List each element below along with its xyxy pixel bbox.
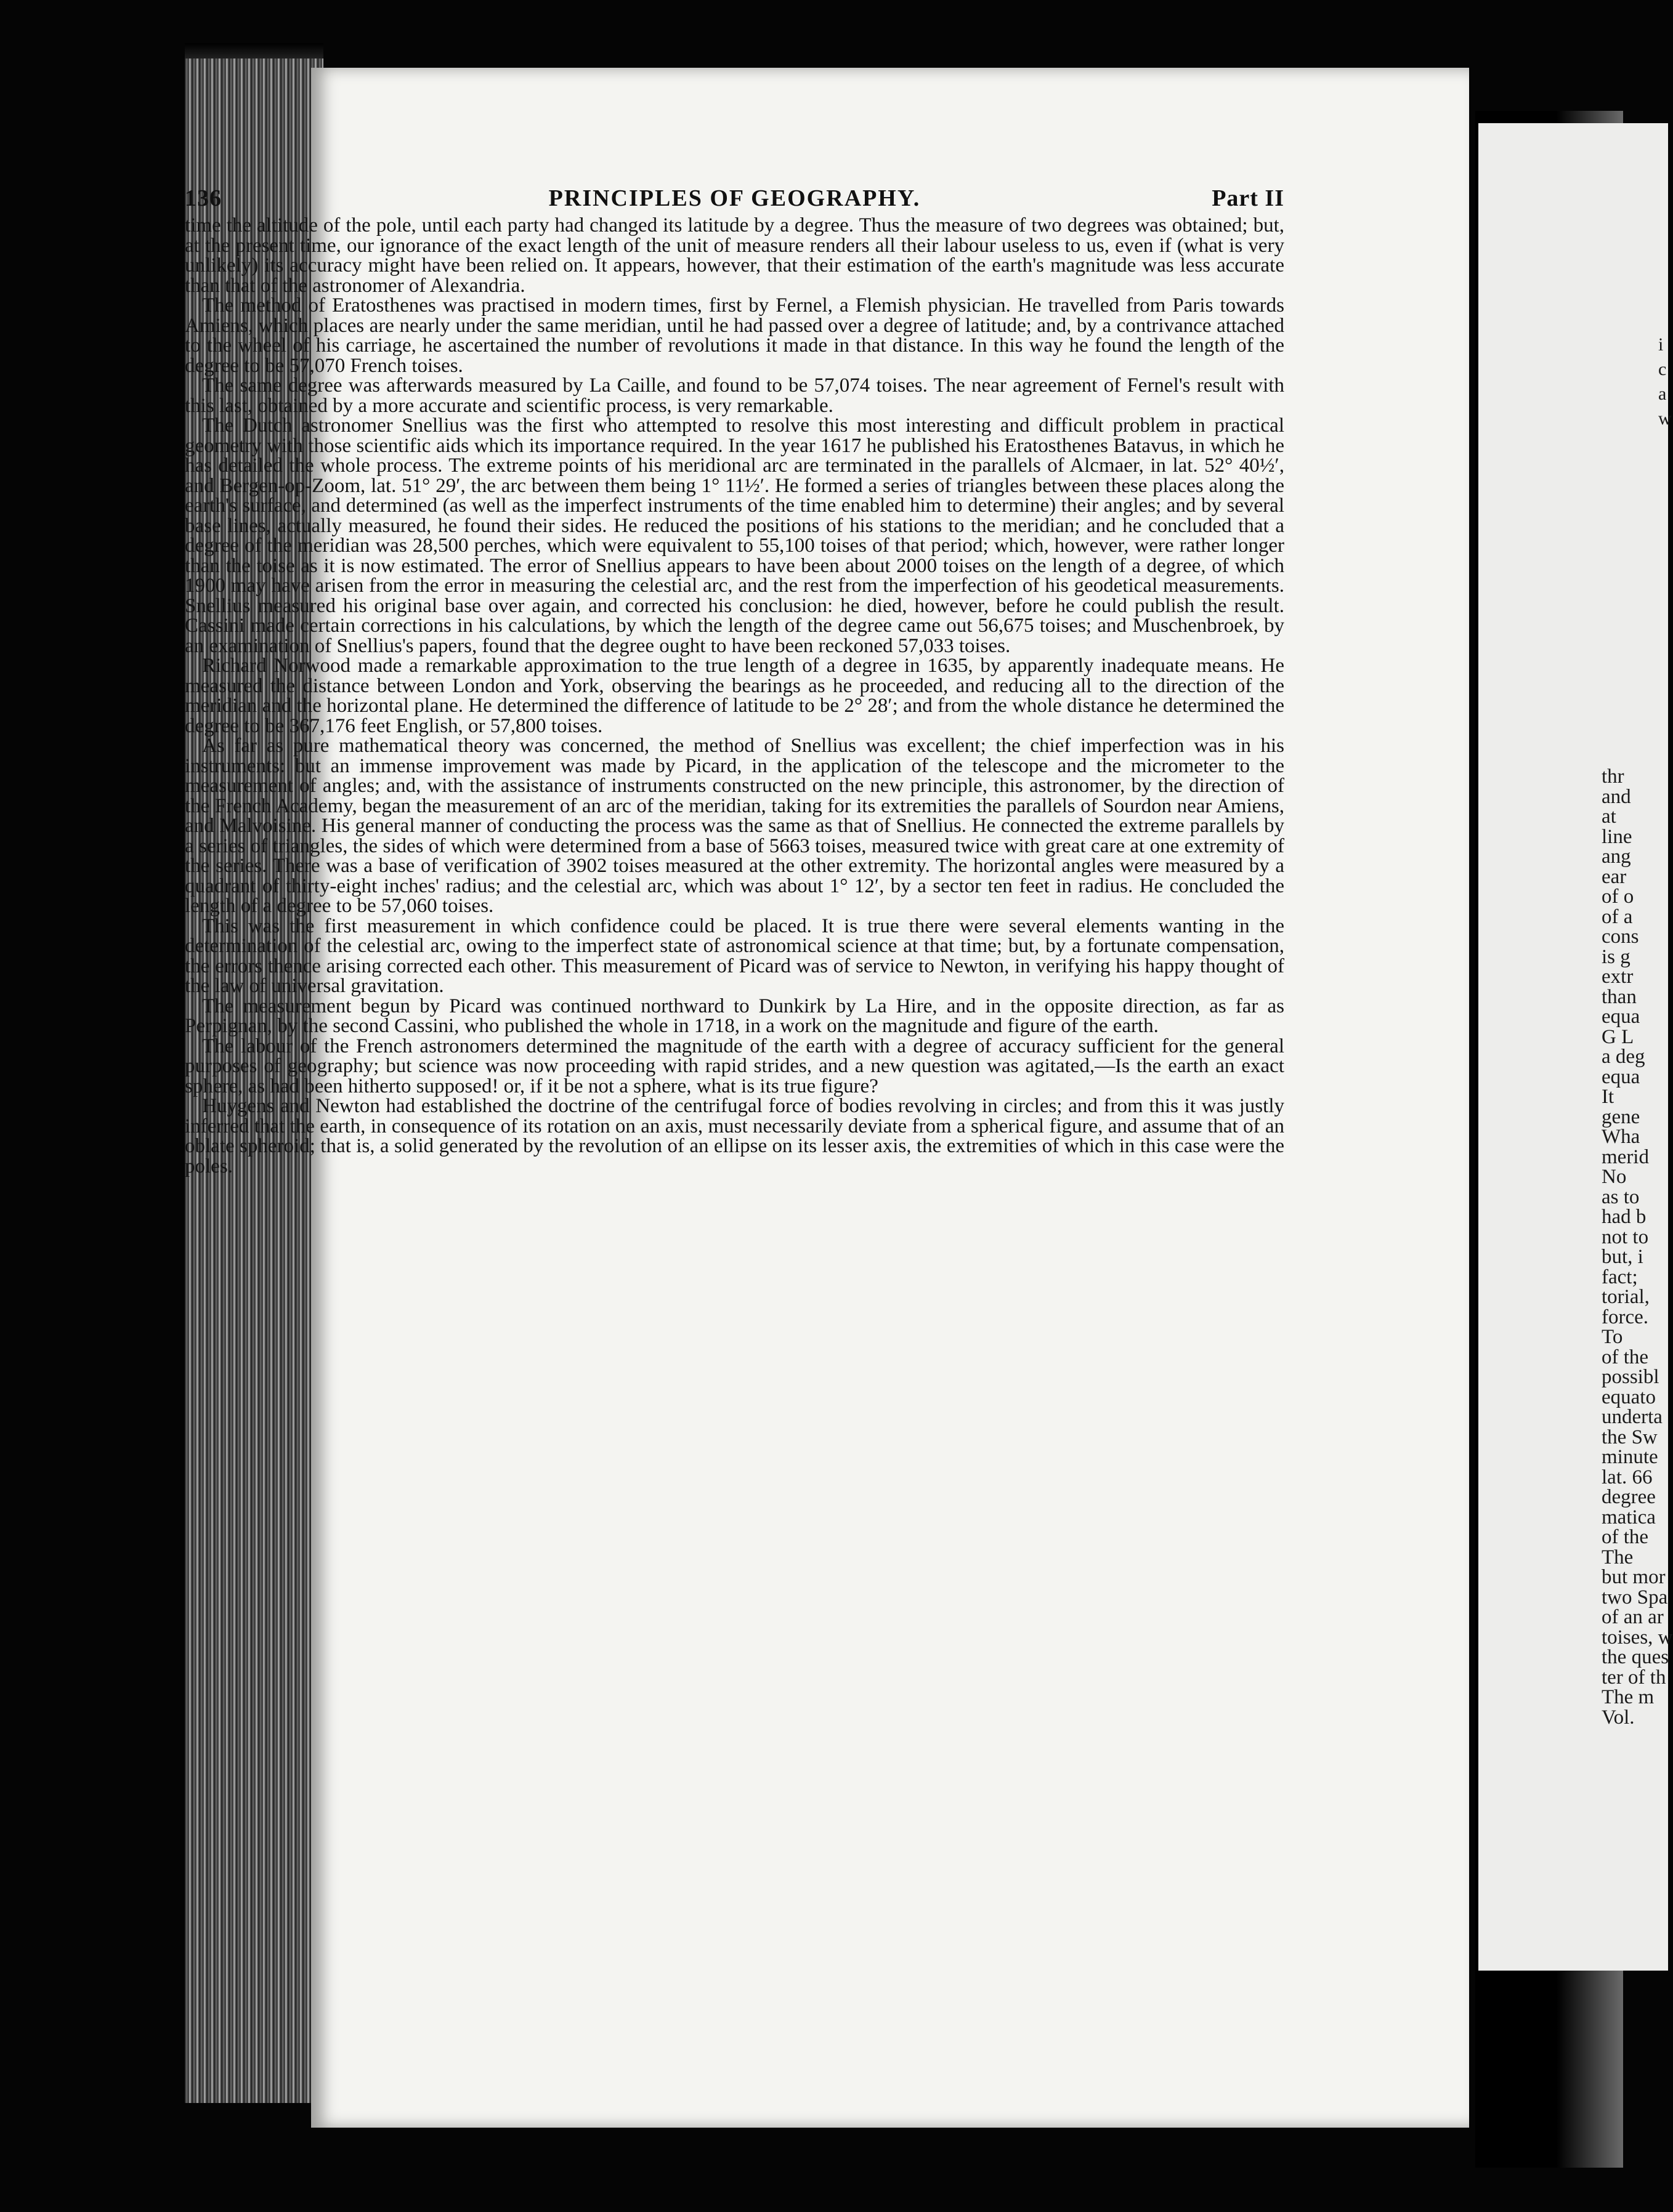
fragment-line: cons (1602, 926, 1639, 948)
paragraph: time the altitude of the pole, until each party had changed its latitude by a degree. Thus the measure of two degrees was obtained; but, at the present time, our ignorance of the exact length of the unit of measure renders all their labour useless to us, even if (what is very unlikely) its accuracy might have been relied on. It appears, however, that their estimation of the earth's magnitude was less accurate than that of the astronomer of Alexandria. (185, 214, 1284, 297)
fragment-line: minute (1602, 1446, 1658, 1468)
fragment-line: of the (1602, 1526, 1649, 1548)
fragment-line: G L (1602, 1025, 1634, 1048)
fragment-line: but, i (1602, 1246, 1643, 1268)
fragment-line: force. (1602, 1306, 1649, 1328)
fragment-line: had b (1602, 1206, 1647, 1228)
fragment-line: of a (1602, 905, 1633, 928)
fragment-line: The m (1602, 1686, 1655, 1708)
fragment-line: a deg (1602, 1046, 1645, 1068)
fragment-line: of an ar (1602, 1606, 1664, 1628)
fragment-line: torial, (1602, 1286, 1650, 1308)
fragment-line: w (1658, 408, 1672, 429)
paragraph: This was the first measurement in which confidence could be placed. It is true there were several elements wanting in the determination of the celestial arc, owing to the imperfect state of astronomical science at that time; but, by a fortunate compensation, the errors thence arising corrected each other. This measurement of Picard was of service to Newton, in verifying his happy thought of the law of universal gravitation. (185, 914, 1284, 997)
fragment-line: equato (1602, 1386, 1656, 1408)
paragraph: The same degree was afterwards measured by La Caille, and found to be 57,074 toises. The near agreement of Fernel's result with this last, obtained by a more accurate and scientific process, is very remarkable. (185, 374, 1284, 417)
fragment-line: toises, w (1602, 1626, 1673, 1649)
fragment-line: To (1602, 1326, 1623, 1348)
facing-page-top-fragments (1658, 333, 1672, 431)
fragment-line: thr (1602, 765, 1624, 788)
fragment-line: at (1602, 805, 1616, 828)
facing-page-fragments (1602, 765, 1673, 1729)
fragment-line: equa (1602, 1065, 1640, 1088)
fragment-line: The (1602, 1546, 1634, 1568)
fragment-line: No (1602, 1166, 1627, 1188)
fragment-line: matica (1602, 1506, 1656, 1528)
running-title: PRINCIPLES OF GEOGRAPHY. (548, 185, 921, 211)
fragment-line: Wha (1602, 1126, 1640, 1148)
fragment-line: i (1658, 334, 1664, 355)
fragment-line: c (1658, 359, 1667, 379)
page-body (185, 216, 1284, 1878)
fragment-line: is g (1602, 945, 1630, 968)
fragment-line: underta (1602, 1406, 1663, 1428)
page-number: 136 (185, 185, 222, 211)
fragment-line: the Sw (1602, 1426, 1658, 1448)
paragraph: Huygens and Newton had established the doctrine of the centrifugal force of bodies revolving in circles; and from this it was justly inferred that the earth, in consequence of its rotation on an axis, must necessarily deviate from a spherical figure, and assume that of an oblate spheroid; that is, a solid generated by the revolution of an ellipse on its lesser axis, the extremities of which in this case were the poles. (185, 1095, 1284, 1177)
fragment-line: as to (1602, 1185, 1640, 1208)
fragment-line: of o (1602, 886, 1634, 908)
fragment-line: degree (1602, 1486, 1656, 1508)
fragment-line: It (1602, 1086, 1614, 1108)
fragment-line: two Spa (1602, 1586, 1668, 1609)
paragraph: The measurement begun by Picard was continued northward to Dunkirk by La Hire, and in the opposite direction, as far as Perpignan, by the second Cassini, who published the whole in 1718, in a work on the magnitude and figure of the earth. (185, 995, 1284, 1037)
fragment-line: Vol. (1602, 1706, 1635, 1729)
fragment-line: lat. 66 (1602, 1466, 1653, 1488)
paragraph: As far as pure mathematical theory was concerned, the method of Snellius was excellent; the chief imperfection was in his instruments: but an immense improvement was made by Picard, in the application of the telescope and the micrometer to the measurement of angles; and, with the assistance of instruments constructed on the new principle, this astronomer, by the direction of the French Academy, began the measurement of an arc of the meridian, taking for its extremities the parallels of Sourdon near Amiens, and Malvoisine. His general manner of conducting the process was the same as that of Snellius. He connected the extreme parallels by a series of triangles, the sides of which were determined from a base of 5663 toises, measured twice with great care at one extremity of the series. There was a base of verification of 3902 toises measured at the other extremity. The horizontal angles were measured by a quadrant of thirty-eight inches' radius; and the celestial arc, which was about 1° 12′, by a sector ten feet in radius. He concluded the length of a degree to be 57,060 toises. (185, 735, 1284, 917)
paragraph: The method of Eratosthenes was practised in modern times, first by Fernel, a Flemish physician. He travelled from Paris towards Amiens, which places are nearly under the same meridian, until he had passed over a degree of latitude; and, by a contrivance attached to the wheel of his carriage, he ascertained the number of revolutions it made in that distance. In this way he found the length of the degree to be 57,070 French toises. (185, 294, 1284, 377)
fragment-line: a (1658, 384, 1667, 404)
fragment-line: than (1602, 985, 1637, 1008)
fragment-line: the ques (1602, 1646, 1669, 1668)
fragment-line: line (1602, 825, 1632, 848)
fragment-line: of the (1602, 1346, 1649, 1368)
fragment-line: ter of th (1602, 1666, 1666, 1689)
fragment-line: but mor (1602, 1566, 1666, 1588)
fragment-line: ang (1602, 846, 1631, 868)
fragment-line: extr (1602, 966, 1634, 988)
part-label: Part II (1212, 185, 1284, 211)
paragraph: The Dutch astronomer Snellius was the first who attempted to resolve this most interesting and difficult problem in practical geometry with those scientific aids which its importance required. In the year 1617 he published his Eratosthenes Batavus, in which he has detailed the whole process. The extreme points of his meridional arc are terminated in the parallels of Alcmaer, in lat. 52° 40½′, and Bergen-op-Zoom, lat. 51° 29′, the arc between them being 1° 11½′. He formed a series of triangles between these places along the earth's surface, and determined (as well as the imperfect instruments of the time enabled him to determine) their angles; and by several base lines, actually measured, he found their sides. He reduced the positions of his stations to the meridian; and he concluded that a degree of the meridian was 28,500 perches, which were equivalent to 55,100 toises of that period; which, however, were rather longer than the toise as it is now estimated. The error of Snellius appears to have been about 2000 toises on the length of a degree, of which 1900 may have arisen from the error in measuring the celestial arc, and the rest from the imperfection of his geodetical measurements. Snellius measured his original base over again, and corrected his conclusion: he died, however, before he could publish the result. Cassini made certain corrections in his calculations, by which the length of the degree came out 56,675 toises; and Muschenbroek, by an examination of Snellius's papers, found that the degree ought to have been reckoned 57,033 toises. (185, 414, 1284, 657)
fragment-line: possibl (1602, 1366, 1659, 1388)
fragment-line: ear (1602, 865, 1627, 888)
paragraph: The labour of the French astronomers determined the magnitude of the earth with a degree of accuracy sufficient for the general purposes of geography; but science was now proceeding with rapid strides, and a new question was agitated,—Is the earth an exact sphere, as had been hitherto supposed! or, if it be not a sphere, what is its true figure? (185, 1035, 1284, 1097)
fragment-line: merid (1602, 1145, 1649, 1168)
paragraph: Richard Norwood made a remarkable approximation to the true length of a degree in 1635, by apparently inadequate means. He measured the distance between London and York, observing the bearings as he proceeded, and reducing all to the direction of the meridian and the horizontal plane. He determined the difference of latitude to be 2° 28′; and from the whole distance he determined the degree to be 367,176 feet English, or 57,800 toises. (185, 655, 1284, 737)
fragment-line: equa (1602, 1006, 1640, 1028)
fragment-line: and (1602, 785, 1631, 808)
fragment-line: gene (1602, 1105, 1640, 1128)
fragment-line: fact; (1602, 1265, 1638, 1288)
fragment-line: not to (1602, 1225, 1649, 1248)
